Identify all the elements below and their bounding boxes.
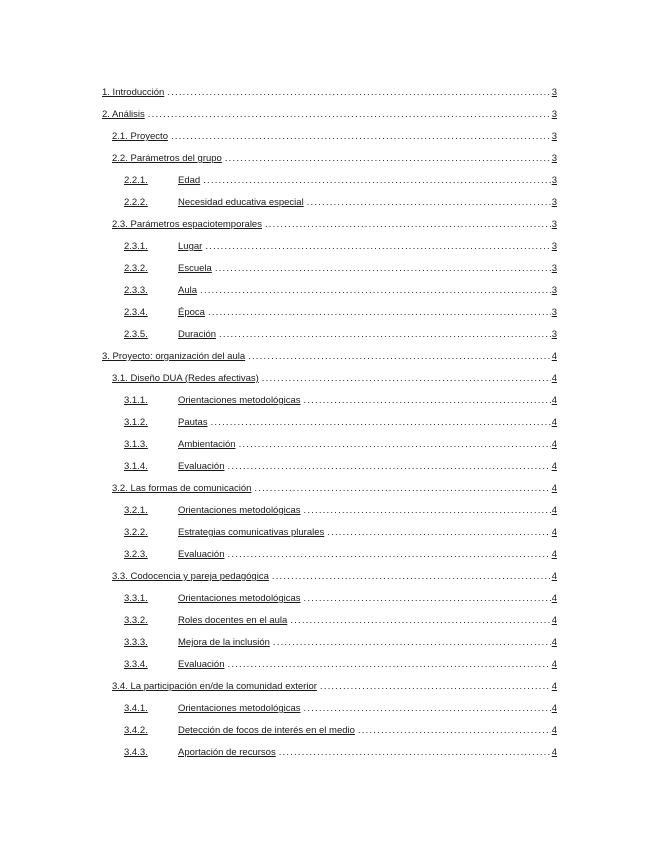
toc-entry-title[interactable]: 3.4. La participación en/de la comunidad exterior bbox=[112, 681, 317, 692]
toc-entry-number[interactable]: 2.2.1. bbox=[124, 175, 148, 186]
toc-entry[interactable] bbox=[102, 166, 557, 188]
toc-entry-page-number[interactable]: 4 bbox=[551, 593, 557, 604]
toc-entry-title[interactable]: Escuela bbox=[178, 263, 212, 274]
toc-entry[interactable] bbox=[102, 562, 557, 584]
toc-entry-page-number[interactable]: 3 bbox=[551, 87, 557, 98]
toc-entry-page-number[interactable]: 3 bbox=[551, 285, 557, 296]
toc-entry-number[interactable]: 2.3.4. bbox=[124, 307, 148, 318]
toc-entry-page-number[interactable]: 3 bbox=[551, 109, 557, 120]
toc-entry[interactable] bbox=[102, 122, 557, 144]
toc-entry-title[interactable]: Estrategias comunicativas plurales bbox=[178, 527, 325, 538]
toc-entry[interactable] bbox=[102, 496, 557, 518]
toc-entry-title[interactable]: Aportación de recursos bbox=[178, 747, 276, 758]
dot-leader bbox=[265, 219, 551, 231]
dot-leader bbox=[358, 725, 551, 737]
toc-entry-page-number[interactable]: 4 bbox=[551, 725, 557, 736]
toc-entry-title[interactable]: Orientaciones metodológicas bbox=[178, 505, 301, 516]
toc-entry[interactable] bbox=[102, 540, 557, 562]
toc-entry-title[interactable]: 2.3. Parámetros espaciotemporales bbox=[112, 219, 262, 230]
toc-entry[interactable] bbox=[102, 342, 557, 364]
toc-entry-number[interactable]: 3.4.1. bbox=[124, 703, 148, 714]
dot-leader bbox=[248, 351, 551, 363]
toc-entry[interactable] bbox=[102, 694, 557, 716]
dot-leader bbox=[208, 307, 551, 319]
toc-entry-number[interactable]: 2.3.1. bbox=[124, 241, 148, 252]
toc-entry-page-number[interactable]: 3 bbox=[551, 241, 557, 252]
toc-entry-number[interactable]: 3.4.2. bbox=[124, 725, 148, 736]
toc-entry[interactable] bbox=[102, 298, 557, 320]
toc-entry-title[interactable]: 2. Análisis bbox=[102, 109, 145, 120]
toc-entry-title[interactable]: Roles docentes en el aula bbox=[178, 615, 288, 626]
dot-leader bbox=[304, 593, 551, 605]
toc-entry-title[interactable]: Orientaciones metodológicas bbox=[178, 703, 301, 714]
toc-entry-page-number[interactable]: 4 bbox=[551, 747, 557, 758]
toc-entry[interactable] bbox=[102, 452, 557, 474]
toc-entry-number[interactable]: 2.3.2. bbox=[124, 263, 148, 274]
dot-leader bbox=[227, 549, 550, 561]
toc-entry[interactable] bbox=[102, 606, 557, 628]
toc-entry-number[interactable]: 3.2.3. bbox=[124, 549, 148, 560]
dot-leader bbox=[279, 747, 551, 759]
toc-entry-title[interactable]: Ambientación bbox=[178, 439, 236, 450]
toc-entry-page-number[interactable]: 4 bbox=[551, 615, 557, 626]
dot-leader bbox=[304, 395, 551, 407]
toc-entry[interactable] bbox=[102, 738, 557, 760]
toc-entry-page-number[interactable]: 4 bbox=[551, 549, 557, 560]
toc-entry-title[interactable]: 3.1. Diseño DUA (Redes afectivas) bbox=[112, 373, 259, 384]
toc-entry[interactable] bbox=[102, 188, 557, 210]
toc-entry-title[interactable]: Mejora de la inclusión bbox=[178, 637, 270, 648]
dot-leader bbox=[200, 285, 551, 297]
dot-leader bbox=[167, 87, 550, 99]
toc-entry-title[interactable]: Evaluación bbox=[178, 659, 225, 670]
toc-entry[interactable] bbox=[102, 430, 557, 452]
toc-entry-page-number[interactable]: 4 bbox=[551, 483, 557, 494]
toc-entry-page-number[interactable]: 3 bbox=[551, 263, 557, 274]
toc-entry-title[interactable]: Orientaciones metodológicas bbox=[178, 395, 301, 406]
toc-entry-number[interactable]: 3.3.2. bbox=[124, 615, 148, 626]
dot-leader bbox=[205, 241, 550, 253]
toc-entry[interactable] bbox=[102, 408, 557, 430]
toc-entry-title[interactable]: Lugar bbox=[178, 241, 203, 252]
toc-entry-page-number[interactable]: 4 bbox=[551, 373, 557, 384]
toc-entry-page-number[interactable]: 3 bbox=[551, 131, 557, 142]
toc-entry-title[interactable]: Detección de focos de interés en el medio bbox=[178, 725, 355, 736]
toc-entry-title[interactable]: Orientaciones metodológicas bbox=[178, 593, 301, 604]
toc-entry-title[interactable]: Necesidad educativa especial bbox=[178, 197, 304, 208]
toc-entry[interactable] bbox=[102, 144, 557, 166]
toc-entry[interactable] bbox=[102, 210, 557, 232]
toc-entry-title[interactable]: 1. Introducción bbox=[102, 87, 165, 98]
dot-leader bbox=[290, 615, 550, 627]
dot-leader bbox=[327, 527, 550, 539]
toc-entry-page-number[interactable]: 3 bbox=[551, 329, 557, 340]
toc-entry-title[interactable]: Edad bbox=[178, 175, 201, 186]
toc-entry-page-number[interactable]: 4 bbox=[551, 637, 557, 648]
toc-entry-number[interactable]: 2.3.5. bbox=[124, 329, 148, 340]
toc-entry-page-number[interactable]: 3 bbox=[551, 219, 557, 230]
toc-entry-title[interactable]: 3.2. Las formas de comunicación bbox=[112, 483, 252, 494]
toc-entry-number[interactable]: 3.2.1. bbox=[124, 505, 148, 516]
toc-entry-number[interactable]: 3.1.1. bbox=[124, 395, 148, 406]
toc-entry[interactable] bbox=[102, 474, 557, 496]
dot-leader bbox=[273, 637, 551, 649]
dot-leader bbox=[304, 505, 551, 517]
dot-leader bbox=[239, 439, 551, 451]
toc-entry-number[interactable]: 3.2.2. bbox=[124, 527, 148, 538]
dot-leader bbox=[307, 197, 551, 209]
toc-entry-page-number[interactable]: 4 bbox=[551, 703, 557, 714]
toc-entry-title[interactable]: Evaluación bbox=[178, 549, 225, 560]
dot-leader bbox=[227, 461, 550, 473]
toc-entry[interactable] bbox=[102, 100, 557, 122]
toc-entry-title[interactable]: Pautas bbox=[178, 417, 208, 428]
toc-entry[interactable] bbox=[102, 364, 557, 386]
toc-entry[interactable] bbox=[102, 518, 557, 540]
dot-leader bbox=[215, 263, 551, 275]
toc-entry-page-number[interactable]: 3 bbox=[551, 307, 557, 318]
toc-entry-page-number[interactable]: 4 bbox=[551, 351, 557, 362]
toc-entry[interactable] bbox=[102, 650, 557, 672]
toc-entry-number[interactable]: 3.1.3. bbox=[124, 439, 148, 450]
dot-leader bbox=[254, 483, 550, 495]
toc-entry-number[interactable]: 3.4.3. bbox=[124, 747, 148, 758]
toc-entry-title[interactable]: 3. Proyecto: organización del aula bbox=[102, 351, 246, 362]
dot-leader bbox=[148, 109, 551, 121]
toc-entry[interactable] bbox=[102, 716, 557, 738]
dot-leader bbox=[227, 659, 550, 671]
toc-entry-number[interactable]: 3.1.4. bbox=[124, 461, 148, 472]
toc-entry-page-number[interactable]: 4 bbox=[551, 681, 557, 692]
toc-entry[interactable] bbox=[102, 628, 557, 650]
toc-entry[interactable] bbox=[102, 584, 557, 606]
toc-entry-number[interactable]: 3.3.4. bbox=[124, 659, 148, 670]
toc-entry-number[interactable]: 3.1.2. bbox=[124, 417, 148, 428]
toc-entry-title[interactable]: Época bbox=[178, 307, 205, 318]
toc-entry-title[interactable]: Duración bbox=[178, 329, 217, 340]
toc-entry-title[interactable]: 2.2. Parámetros del grupo bbox=[112, 153, 222, 164]
toc-entry-number[interactable]: 3.3.3. bbox=[124, 637, 148, 648]
dot-leader bbox=[320, 681, 551, 693]
dot-leader bbox=[262, 373, 551, 385]
toc-entry[interactable] bbox=[102, 276, 557, 298]
toc-entry-page-number[interactable]: 3 bbox=[551, 153, 557, 164]
toc-entry-page-number[interactable]: 4 bbox=[551, 659, 557, 670]
toc-entry-page-number[interactable]: 4 bbox=[551, 527, 557, 538]
toc-entry-page-number[interactable]: 3 bbox=[551, 175, 557, 186]
toc-entry-page-number[interactable]: 4 bbox=[551, 505, 557, 516]
toc-entry-page-number[interactable]: 3 bbox=[551, 197, 557, 208]
toc-entry-number[interactable]: 2.2.2. bbox=[124, 197, 148, 208]
toc-entry-page-number[interactable]: 4 bbox=[551, 395, 557, 406]
toc-entry-title[interactable]: 3.3. Codocencia y pareja pedagógica bbox=[112, 571, 269, 582]
toc-entry-number[interactable]: 3.3.1. bbox=[124, 593, 148, 604]
dot-leader bbox=[272, 571, 551, 583]
toc-entry[interactable] bbox=[102, 78, 557, 100]
toc-entry[interactable] bbox=[102, 320, 557, 342]
toc-entry-page-number[interactable]: 4 bbox=[551, 571, 557, 582]
table-of-contents bbox=[102, 78, 557, 760]
toc-entry-title[interactable]: 2.1. Proyecto bbox=[112, 131, 168, 142]
toc-entry-page-number[interactable]: 4 bbox=[551, 439, 557, 450]
dot-leader bbox=[304, 703, 551, 715]
dot-leader bbox=[203, 175, 551, 187]
toc-entry-page-number[interactable]: 4 bbox=[551, 461, 557, 472]
dot-leader bbox=[211, 417, 551, 429]
toc-entry[interactable] bbox=[102, 672, 557, 694]
toc-entry-title[interactable]: Evaluación bbox=[178, 461, 225, 472]
dot-leader bbox=[171, 131, 551, 143]
dot-leader bbox=[219, 329, 551, 341]
toc-entry[interactable] bbox=[102, 254, 557, 276]
toc-entry[interactable] bbox=[102, 386, 557, 408]
dot-leader bbox=[225, 153, 551, 165]
toc-entry[interactable] bbox=[102, 232, 557, 254]
toc-entry-page-number[interactable]: 4 bbox=[551, 417, 557, 428]
toc-entry-number[interactable]: 2.3.3. bbox=[124, 285, 148, 296]
toc-entry-title[interactable]: Aula bbox=[178, 285, 198, 296]
